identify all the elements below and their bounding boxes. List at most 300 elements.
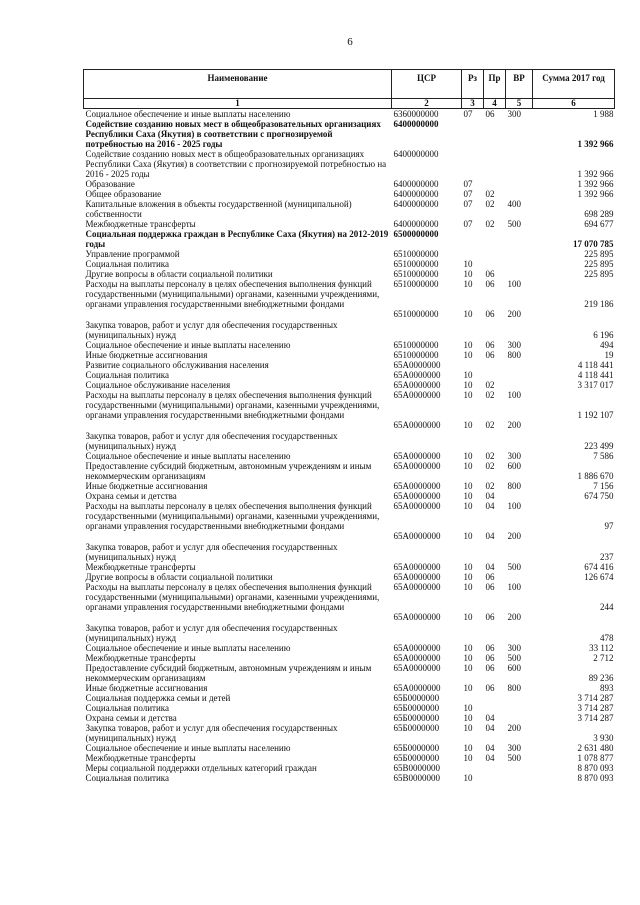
- row-vr: [506, 259, 533, 269]
- row-csr: 65А0000000: [393, 531, 441, 541]
- row-pr: [484, 179, 506, 189]
- row-name: Меры социальной поддержки отдельных категорий граждан: [85, 763, 317, 773]
- row-csr: 6510000000: [393, 279, 439, 289]
- row-rz: 10: [463, 723, 473, 733]
- row-pr: 04: [485, 531, 495, 541]
- row-csr: 65Б0000000: [393, 713, 440, 723]
- row-csr: 6510000000: [393, 259, 439, 269]
- row-name: Общее образование: [85, 189, 162, 199]
- table-row: [84, 481, 615, 491]
- row-vr: 200: [507, 309, 521, 319]
- row-name: Другие вопросы в области социальной политики: [85, 269, 273, 279]
- row-rz: 10: [463, 743, 473, 753]
- row-rz: 10: [463, 612, 473, 622]
- row-vr: [506, 360, 533, 370]
- row-sum: 6 196: [593, 330, 614, 340]
- row-name: Иные бюджетные ассигнования: [85, 350, 208, 360]
- table-row: [84, 179, 615, 189]
- row-pr: 02: [485, 420, 495, 430]
- row-sum: 4 118 441: [577, 370, 614, 380]
- row-pr: 02: [485, 189, 495, 199]
- row-csr: 65А0000000: [393, 582, 441, 592]
- row-rz: [462, 249, 484, 259]
- row-sum: 97: [604, 521, 614, 531]
- table-row: [84, 189, 615, 199]
- row-csr: 65А0000000: [393, 481, 441, 491]
- row-csr: 65Б0000000: [393, 743, 440, 753]
- row-csr: 65А0000000: [393, 390, 441, 400]
- row-vr: [506, 370, 533, 380]
- row-csr: 65Б0000000: [393, 753, 440, 763]
- row-name: Образование: [85, 179, 135, 189]
- row-sum: 7 156: [593, 481, 614, 491]
- table-row: [84, 582, 615, 612]
- row-sum: 2 712: [593, 653, 614, 663]
- row-csr: 6400000000: [393, 119, 439, 129]
- row-vr: [506, 763, 533, 773]
- row-rz: 10: [463, 572, 473, 582]
- row-csr: 65А0000000: [393, 683, 441, 693]
- row-vr: [506, 229, 533, 249]
- row-pr: 02: [485, 390, 495, 400]
- table-row: [84, 572, 615, 582]
- row-csr: 6400000000: [393, 219, 439, 229]
- row-vr: [506, 713, 533, 723]
- row-vr: 300: [507, 743, 521, 753]
- row-vr: [506, 269, 533, 279]
- row-name: Расходы на выплаты персоналу в целях обеспечения выполнения функций государственными (муниципальными) органами, казенными учреждениями, органами управления государственными внебюджетными фондами: [85, 390, 380, 420]
- header-num-5: 5: [506, 99, 533, 109]
- row-sum: 225 895: [584, 249, 614, 259]
- row-rz: 10: [463, 773, 473, 783]
- row-sum: 225 895: [584, 259, 614, 269]
- table-row: [84, 753, 615, 763]
- header-num-4: 4: [484, 99, 506, 109]
- row-pr: [484, 149, 506, 179]
- row-rz: 10: [463, 461, 473, 471]
- row-sum: 17 070 785: [573, 239, 614, 249]
- row-rz: 10: [463, 713, 473, 723]
- table-row: [84, 743, 615, 753]
- row-vr: [506, 249, 533, 259]
- row-rz: 07: [463, 189, 473, 199]
- row-rz: [462, 763, 484, 773]
- header-num-1: 1: [84, 99, 392, 109]
- row-name: Содействие созданию новых мест в общеобразовательных организациях Республики Саха (Якутия) в соответствии с прогнозируемой потребностью на 2016 - 2025 годы: [85, 149, 387, 179]
- row-vr: 300: [507, 340, 521, 350]
- row-vr: 500: [507, 562, 521, 572]
- row-sum: 698 289: [584, 209, 614, 219]
- row-pr: 06: [485, 350, 495, 360]
- row-vr: 100: [507, 501, 521, 511]
- row-sum: 19: [604, 350, 614, 360]
- table-row: [84, 663, 615, 683]
- header-csr: ЦСР: [392, 70, 462, 99]
- row-vr: [506, 179, 533, 189]
- header-sum: Сумма 2017 год: [533, 70, 615, 99]
- row-name: Управление программой: [85, 249, 180, 259]
- row-name: Социальная политика: [85, 370, 169, 380]
- row-pr: 02: [485, 451, 495, 461]
- row-sum: 1 988: [593, 109, 614, 119]
- row-name: Социальная политика: [85, 703, 169, 713]
- row-rz: [462, 119, 484, 149]
- row-pr: [484, 703, 506, 713]
- row-csr: 6500000000: [393, 229, 439, 239]
- row-vr: 300: [507, 451, 521, 461]
- row-rz: [462, 693, 484, 703]
- table-row: [84, 773, 615, 783]
- row-name: Социальное обеспечение и иные выплаты населению: [85, 743, 291, 753]
- row-sum: 2 631 480: [577, 743, 614, 753]
- table-row: [84, 370, 615, 380]
- row-csr: 65А0000000: [393, 461, 441, 471]
- header-num-2: 2: [392, 99, 462, 109]
- row-sum: 674 750: [584, 491, 614, 501]
- row-name: Закупка товаров, работ и услуг для обеспечения государственных (муниципальных) нужд: [85, 623, 338, 643]
- table-row: [84, 269, 615, 279]
- row-vr: 500: [507, 219, 521, 229]
- row-csr: 6510000000: [393, 249, 439, 259]
- row-rz: 10: [463, 309, 473, 319]
- row-pr: 04: [485, 753, 495, 763]
- table-row: [84, 199, 615, 219]
- row-vr: [506, 703, 533, 713]
- table-row: [84, 653, 615, 663]
- row-sum: 1 392 966: [577, 189, 614, 199]
- row-name: Социальная политика: [85, 773, 169, 783]
- row-csr: 65А0000000: [393, 663, 441, 673]
- row-pr: 04: [485, 491, 495, 501]
- row-sum: 3 317 017: [577, 380, 614, 390]
- row-pr: 04: [485, 743, 495, 753]
- row-rz: 10: [463, 451, 473, 461]
- table-row: [84, 259, 615, 269]
- row-sum: 7 586: [593, 451, 614, 461]
- row-rz: 10: [463, 562, 473, 572]
- row-name: Межбюджетные трансферты: [85, 562, 196, 572]
- row-name: Социальная политика: [85, 259, 169, 269]
- row-pr: 06: [485, 663, 495, 673]
- row-name: Закупка товаров, работ и услуг для обеспечения государственных (муниципальных) нужд: [85, 320, 338, 340]
- row-sum: 219 186: [584, 299, 614, 309]
- row-vr: 200: [507, 723, 521, 733]
- row-name: Социальная поддержка граждан в Республике Саха (Якутия) на 2012-2019 годы: [85, 229, 389, 249]
- table-row: [84, 612, 615, 643]
- row-pr: 02: [485, 461, 495, 471]
- header-rz: Рз: [462, 70, 484, 99]
- page-number: 6: [347, 36, 353, 48]
- row-vr: 500: [507, 653, 521, 663]
- row-vr: 100: [507, 582, 521, 592]
- row-vr: 300: [507, 109, 521, 119]
- table-row: [84, 350, 615, 360]
- table-row: [84, 420, 615, 451]
- row-rz: 10: [463, 350, 473, 360]
- row-rz: 10: [463, 269, 473, 279]
- row-csr: 65Б0000000: [393, 723, 440, 733]
- table-row: [84, 119, 615, 149]
- row-rz: 10: [463, 380, 473, 390]
- row-rz: 07: [463, 179, 473, 189]
- row-csr: 65А0000000: [393, 501, 441, 511]
- row-sum: 237: [600, 552, 614, 562]
- row-csr: 6400000000: [393, 149, 439, 159]
- row-sum: 89 236: [588, 673, 614, 683]
- table-row: [84, 703, 615, 713]
- row-vr: 800: [507, 481, 521, 491]
- row-rz: 10: [463, 279, 473, 289]
- table-row: [84, 229, 615, 249]
- row-name: Межбюджетные трансферты: [85, 653, 196, 663]
- row-rz: 10: [463, 340, 473, 350]
- row-vr: 300: [507, 643, 521, 653]
- row-vr: 500: [507, 753, 521, 763]
- row-sum: 1 886 670: [577, 471, 614, 481]
- row-pr: 06: [485, 572, 495, 582]
- row-csr: 6510000000: [393, 340, 439, 350]
- row-pr: [484, 763, 506, 773]
- header-pr: Пр: [484, 70, 506, 99]
- row-rz: 07: [463, 199, 473, 209]
- row-rz: 10: [463, 663, 473, 673]
- table-row: [84, 109, 615, 120]
- header-num-6: 6: [533, 99, 615, 109]
- row-name: Межбюджетные трансферты: [85, 753, 196, 763]
- row-sum: 244: [600, 602, 614, 612]
- row-rz: 10: [463, 481, 473, 491]
- row-sum: 3 714 287: [577, 703, 614, 713]
- row-pr: 06: [485, 269, 495, 279]
- table-row: [84, 491, 615, 501]
- row-rz: 10: [463, 491, 473, 501]
- row-name: Социальное обеспечение и иные выплаты населению: [85, 643, 291, 653]
- row-pr: [484, 370, 506, 380]
- row-pr: 06: [485, 643, 495, 653]
- row-vr: 200: [507, 420, 521, 430]
- row-sum: 674 416: [584, 562, 614, 572]
- row-name: Охрана семьи и детства: [85, 713, 177, 723]
- row-name: Предоставление субсидий бюджетным, автономным учреждениям и иным некоммерческим организациям: [85, 461, 372, 481]
- row-vr: 800: [507, 683, 521, 693]
- row-rz: 10: [463, 531, 473, 541]
- row-rz: 10: [463, 683, 473, 693]
- row-name: Иные бюджетные ассигнования: [85, 683, 208, 693]
- row-csr: 6510000000: [393, 350, 439, 360]
- header-num-3: 3: [462, 99, 484, 109]
- row-sum: 893: [600, 683, 614, 693]
- row-name: Закупка товаров, работ и услуг для обеспечения государственных (муниципальных) нужд: [85, 723, 338, 743]
- row-pr: 06: [485, 109, 495, 119]
- row-rz: 10: [463, 753, 473, 763]
- row-pr: 02: [485, 199, 495, 209]
- table-body: [84, 109, 615, 784]
- row-sum: 33 112: [589, 643, 614, 653]
- row-pr: [484, 773, 506, 783]
- table-row: [84, 451, 615, 461]
- table-row: [84, 390, 615, 420]
- row-csr: 6400000000: [393, 179, 439, 189]
- row-rz: 10: [463, 703, 473, 713]
- row-pr: [484, 119, 506, 149]
- row-sum: 694 677: [584, 219, 614, 229]
- row-sum: 8 870 093: [577, 763, 614, 773]
- table-row: [84, 501, 615, 531]
- row-name: Закупка товаров, работ и услуг для обеспечения государственных (муниципальных) нужд: [85, 542, 338, 562]
- table-row: [84, 249, 615, 259]
- row-vr: [506, 119, 533, 149]
- row-pr: 02: [485, 380, 495, 390]
- row-rz: 10: [463, 582, 473, 592]
- table-row: [84, 763, 615, 773]
- row-rz: 10: [463, 501, 473, 511]
- row-vr: 400: [507, 199, 521, 209]
- row-sum: 494: [600, 340, 614, 350]
- row-vr: [506, 380, 533, 390]
- row-csr: 65В0000000: [393, 773, 441, 783]
- row-pr: [484, 360, 506, 370]
- row-vr: [506, 773, 533, 783]
- row-name: Социальное обеспечение и иные выплаты населению: [85, 340, 291, 350]
- row-rz: [462, 229, 484, 249]
- row-sum: 1 392 966: [577, 179, 614, 189]
- row-rz: 10: [463, 370, 473, 380]
- row-name: Расходы на выплаты персоналу в целях обеспечения выполнения функций государственными (муниципальными) органами, казенными учреждениями, органами управления государственными внебюджетными фондами: [85, 582, 380, 612]
- row-name: Развитие социального обслуживания населения: [85, 360, 269, 370]
- row-pr: 04: [485, 713, 495, 723]
- row-rz: [462, 149, 484, 179]
- row-pr: [484, 259, 506, 269]
- row-vr: 200: [507, 612, 521, 622]
- row-pr: 06: [485, 653, 495, 663]
- row-csr: 65А0000000: [393, 491, 441, 501]
- row-name: Закупка товаров, работ и услуг для обеспечения государственных (муниципальных) нужд: [85, 431, 338, 451]
- row-csr: 65А0000000: [393, 643, 441, 653]
- row-name: Капитальные вложения в объекты государственной (муниципальной) собственности: [85, 199, 352, 219]
- row-vr: [506, 572, 533, 582]
- row-pr: 04: [485, 562, 495, 572]
- table-row: [84, 683, 615, 693]
- row-sum: 3 714 287: [577, 713, 614, 723]
- row-vr: [506, 149, 533, 179]
- row-rz: 07: [463, 109, 473, 119]
- table-row: [84, 149, 615, 179]
- row-csr: 65Б0000000: [393, 703, 440, 713]
- row-csr: 65А0000000: [393, 420, 441, 430]
- row-pr: [484, 693, 506, 703]
- row-name: Расходы на выплаты персоналу в целях обеспечения выполнения функций государственными (муниципальными) органами, казенными учреждениями, органами управления государственными внебюджетными фондами: [85, 501, 380, 531]
- row-rz: 10: [463, 390, 473, 400]
- row-pr: 06: [485, 340, 495, 350]
- row-pr: 06: [485, 612, 495, 622]
- table-row: [84, 461, 615, 481]
- row-pr: [484, 229, 506, 249]
- row-name: Содействие созданию новых мест в общеобразовательных организациях Республики Саха (Якутия) в соответствии с прогнозируемой потребностью на 2016 - 2025 годы: [85, 119, 381, 149]
- row-pr: [484, 249, 506, 259]
- header-vr: ВР: [506, 70, 533, 99]
- row-rz: [462, 360, 484, 370]
- row-pr: 06: [485, 309, 495, 319]
- row-csr: 65А0000000: [393, 562, 441, 572]
- table-row: [84, 693, 615, 703]
- row-sum: 1 392 966: [577, 139, 614, 149]
- table-row: [84, 340, 615, 350]
- row-vr: 600: [507, 663, 521, 673]
- row-rz: 10: [463, 653, 473, 663]
- row-csr: 6510000000: [393, 269, 439, 279]
- row-sum: 126 674: [584, 572, 614, 582]
- row-sum: 8 870 093: [577, 773, 614, 783]
- row-vr: 800: [507, 350, 521, 360]
- row-sum: 478: [600, 633, 614, 643]
- row-sum: 225 895: [584, 269, 614, 279]
- row-csr: 65В0000000: [393, 763, 441, 773]
- table-row: [84, 713, 615, 723]
- row-csr: 6360000000: [393, 109, 439, 119]
- table-row: [84, 279, 615, 309]
- row-rz: 07: [463, 219, 473, 229]
- table-row: [84, 380, 615, 390]
- row-sum: 1 192 107: [577, 410, 614, 420]
- row-csr: 65А0000000: [393, 572, 441, 582]
- row-name: Другие вопросы в области социальной политики: [85, 572, 273, 582]
- table-row: [84, 643, 615, 653]
- row-name: Охрана семьи и детства: [85, 491, 177, 501]
- row-rz: 10: [463, 420, 473, 430]
- row-vr: 100: [507, 279, 521, 289]
- row-pr: 06: [485, 279, 495, 289]
- row-csr: 6510000000: [393, 309, 439, 319]
- row-name: Иные бюджетные ассигнования: [85, 481, 208, 491]
- row-vr: [506, 693, 533, 703]
- row-vr: 100: [507, 390, 521, 400]
- row-csr: 6400000000: [393, 189, 439, 199]
- row-sum: 3 714 287: [577, 693, 614, 703]
- row-name: Социальное обеспечение и иные выплаты населению: [85, 109, 291, 119]
- row-pr: 04: [485, 723, 495, 733]
- row-rz: 10: [463, 643, 473, 653]
- row-csr: 6400000000: [393, 199, 439, 209]
- row-csr: 65А0000000: [393, 653, 441, 663]
- row-name: Социальное обслуживание населения: [85, 380, 231, 390]
- row-name: Социальная поддержка семьи и детей: [85, 693, 231, 703]
- row-sum: 4 118 441: [577, 360, 614, 370]
- row-name: Предоставление субсидий бюджетным, автономным учреждениям и иным некоммерческим организациям: [85, 663, 372, 683]
- row-pr: 06: [485, 582, 495, 592]
- row-sum: 3 930: [593, 733, 614, 743]
- table-row: [84, 360, 615, 370]
- header-name: Наименование: [84, 70, 392, 99]
- row-sum: 1 392 966: [577, 169, 614, 179]
- row-name: Межбюджетные трансферты: [85, 219, 196, 229]
- row-csr: 65Б0000000: [393, 693, 440, 703]
- row-pr: 02: [485, 219, 495, 229]
- row-sum: 223 499: [584, 441, 614, 451]
- table-row: [84, 219, 615, 229]
- table-row: [84, 309, 615, 340]
- row-vr: [506, 491, 533, 501]
- table-row: [84, 531, 615, 562]
- row-vr: 200: [507, 531, 521, 541]
- row-name: Социальное обеспечение и иные выплаты населению: [85, 451, 291, 461]
- row-csr: 65А0000000: [393, 451, 441, 461]
- row-csr: 65А0000000: [393, 370, 441, 380]
- table-header: [84, 70, 615, 109]
- row-csr: 65А0000000: [393, 360, 441, 370]
- table-row: [84, 723, 615, 743]
- row-sum: 1 078 877: [577, 753, 614, 763]
- row-vr: 600: [507, 461, 521, 471]
